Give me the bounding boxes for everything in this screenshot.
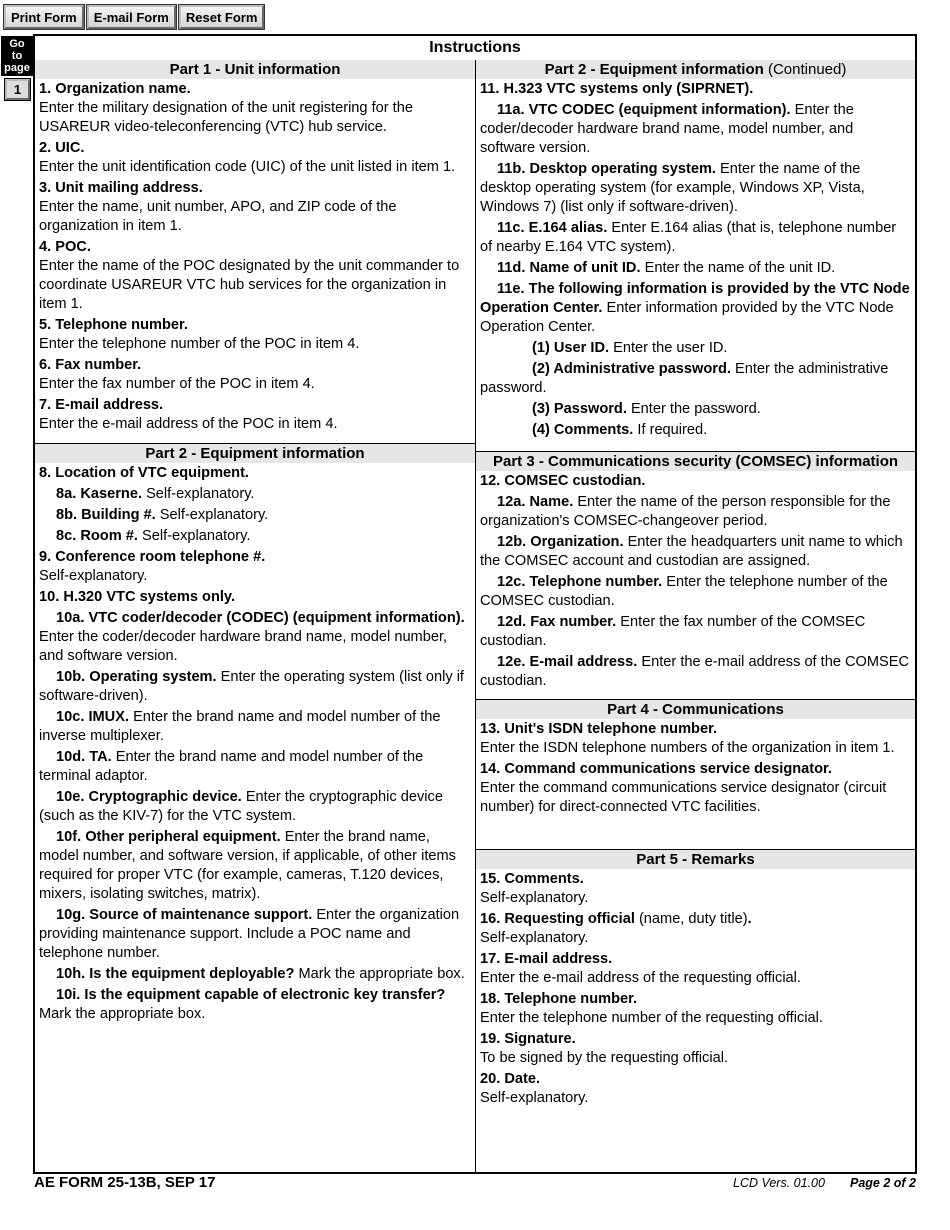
part2cont-item: [480, 421, 912, 440]
part5-item-title: 17. E-mail address.: [480, 951, 613, 967]
part2-item: [39, 588, 472, 607]
part2-body: [35, 463, 475, 1024]
part1-item-title: 1. Organization name.: [39, 81, 191, 97]
part2cont-item-text: Enter the name of the desktop operating system (for example, Windows XP, Vista, Windows 7) (list only if software-driven).: [480, 161, 865, 215]
part4-item: [480, 720, 912, 758]
part4-item-text: Enter the ISDN telephone numbers of the organization in item 1.: [480, 740, 895, 756]
version-label: LCD Vers. 01.00: [733, 1176, 825, 1190]
part5-item: [480, 910, 912, 948]
part2-item: [39, 986, 472, 1024]
left-column: [35, 60, 476, 1172]
part2cont-item-text: Enter the user ID.: [613, 340, 728, 356]
part3-item-text: Enter the e-mail address of the COMSEC custodian.: [480, 654, 910, 689]
right-column: [476, 60, 915, 1172]
part5-body: [476, 869, 915, 1108]
part4-item-title: 13. Unit's ISDN telephone number.: [480, 721, 718, 737]
part2-item-title: 8a. Kaserne.: [56, 486, 142, 502]
part2cont-item-title: (1) User ID.: [532, 340, 610, 356]
part3-item: [480, 533, 912, 571]
part5-item-title: 15. Comments.: [480, 871, 584, 887]
part3-section: [476, 452, 915, 700]
part3-item-title: 12d. Fax number.: [497, 614, 617, 630]
goto-line-1: Go: [9, 38, 25, 50]
part3-body: [476, 471, 915, 691]
part4-item-title: 14. Command communications service designator.: [480, 761, 832, 777]
part4-item-text: Enter the command communications service designator (circuit number) for direct-connected VTC facilities.: [480, 780, 887, 815]
part2-item-title: 10i. Is the equipment capable of electronic key transfer?: [56, 987, 446, 1003]
part2-item-title: 10f. Other peripheral equipment.: [56, 829, 281, 845]
part5-item-text: Self-explanatory.: [480, 930, 589, 946]
part5-item-text: Enter the e-mail address of the requesting official.: [480, 970, 801, 986]
part2cont-item-text: Enter E.164 alias (that is, telephone number of nearby E.164 VTC system).: [480, 220, 897, 255]
part1-item-title: 5. Telephone number.: [39, 317, 188, 333]
part1-item: [39, 179, 472, 236]
part1-item-text: Enter the unit identification code (UIC) of the unit listed in item 1.: [39, 159, 456, 175]
part2cont-item-text: Enter the password.: [630, 401, 761, 417]
part2-item-title: 9. Conference room telephone #.: [39, 549, 266, 565]
part3-item-title: 12c. Telephone number.: [497, 574, 663, 590]
part2-continued-header: [476, 60, 915, 79]
part5-item-text: Self-explanatory.: [480, 1090, 589, 1106]
part2-item-text: Enter the organization providing maintenance support. Include a POC name and telephone number.: [39, 907, 460, 961]
part2cont-item: [480, 160, 912, 217]
part2-item: [39, 464, 472, 483]
part2-section: [35, 444, 475, 1024]
part1-item-title: 7. E-mail address.: [39, 397, 164, 413]
part2-item-title: 10d. TA.: [56, 749, 112, 765]
part2cont-item-title: 11d. Name of unit ID.: [497, 260, 641, 276]
part1-item-text: Enter the name, unit number, APO, and ZIP code of the organization in item 1.: [39, 199, 397, 234]
part3-header: Part 3 - Communications security (COMSEC) information: [476, 452, 915, 471]
part5-item-text: Enter the telephone number of the requesting official.: [480, 1010, 823, 1026]
instructions-frame: [33, 34, 917, 1174]
part5-item-title-suffix: (name, duty title): [634, 911, 748, 927]
part3-item-text: Enter the name of the person responsible for the organization's COMSEC-changeover period.: [480, 494, 891, 529]
part1-item-text: Enter the telephone number of the POC in item 4.: [39, 336, 360, 352]
part5-item-title: 19. Signature.: [480, 1031, 576, 1047]
goto-page-1-button[interactable]: 1: [5, 79, 30, 100]
part3-item-title: 12b. Organization.: [497, 534, 624, 550]
part2cont-item-text: Enter the coder/decoder hardware brand name, model number, and software version.: [480, 102, 854, 156]
part2cont-item-title: (2) Administrative password.: [532, 361, 731, 377]
part2-item-text: Enter the cryptographic device (such as the KIV-7) for the VTC system.: [39, 789, 443, 824]
part2-item-text: Enter the brand name, model number, and software version, if applicable, of other items required for proper VTC (for example, cameras, T.120 devices, mixers, isolating switches, matrix).: [39, 829, 456, 902]
part1-item-title: 4. POC.: [39, 239, 91, 255]
part2-item: [39, 906, 472, 963]
part2cont-item: [480, 80, 912, 99]
part5-item: [480, 950, 912, 988]
part2cont-item-title: (4) Comments.: [532, 422, 634, 438]
part2-continued-body: [476, 79, 915, 440]
part5-item-text: Self-explanatory.: [480, 890, 589, 906]
part2-item: [39, 788, 472, 826]
part1-header: Part 1 - Unit information: [35, 60, 475, 79]
part3-item: [480, 613, 912, 651]
part3-item-title: 12. COMSEC custodian.: [480, 473, 646, 489]
part3-item-text: Enter the telephone number of the COMSEC custodian.: [480, 574, 888, 609]
part2-item-title: 8. Location of VTC equipment.: [39, 465, 249, 481]
part2-item: [39, 965, 472, 984]
part3-item: [480, 472, 912, 491]
page-number: Page 2 of 2: [850, 1176, 916, 1190]
part3-item: [480, 653, 912, 691]
part2-item-text: Enter the brand name and model number of the inverse multiplexer.: [39, 709, 441, 744]
part2-item-title: 8b. Building #.: [56, 507, 156, 523]
goto-line-2: to: [11, 50, 23, 62]
part5-header: Part 5 - Remarks: [476, 850, 915, 869]
part5-item: [480, 870, 912, 908]
part4-header: Part 4 - Communications: [476, 700, 915, 719]
form-id: AE FORM 25-13B, SEP 17: [34, 1174, 216, 1191]
part1-item-title: 6. Fax number.: [39, 357, 142, 373]
part3-item-title: 12a. Name.: [497, 494, 574, 510]
part1-item: [39, 316, 472, 354]
part4-body: [476, 719, 915, 817]
part2-item-title: 10c. IMUX.: [56, 709, 129, 725]
part1-item: [39, 80, 472, 137]
part2-item: [39, 708, 472, 746]
part1-item: [39, 356, 472, 394]
part3-item: [480, 573, 912, 611]
part2cont-item-text: Enter the administrative password.: [480, 361, 889, 396]
part2cont-item-title: 11b. Desktop operating system.: [497, 161, 716, 177]
part2-continued-section: [476, 60, 915, 452]
part2-item-text: Enter the brand name and model number of the terminal adaptor.: [39, 749, 424, 784]
part2-item-title: 10b. Operating system.: [56, 669, 217, 685]
part1-item-title: 3. Unit mailing address.: [39, 180, 203, 196]
part2-item: [39, 609, 472, 666]
part1-item: [39, 396, 472, 434]
part2-item-text: Enter the operating system (list only if software-driven).: [39, 669, 464, 704]
part2-item-title: 10e. Cryptographic device.: [56, 789, 242, 805]
part2-item-text: Self-explanatory.: [39, 568, 148, 584]
part1-item-text: Enter the fax number of the POC in item 4.: [39, 376, 315, 392]
continued-label: (Continued): [763, 61, 847, 78]
part2cont-item-title: 11e. The following information is provided by the VTC Node Operation Center.: [480, 281, 910, 316]
part5-item-title: 20. Date.: [480, 1071, 541, 1087]
print-form-button[interactable]: Print Form: [4, 5, 84, 29]
part5-item-title: 16. Requesting official: [480, 911, 635, 927]
goto-line-3: page: [4, 62, 30, 74]
part2cont-item-title: 11c. E.164 alias.: [497, 220, 608, 236]
form-toolbar: [4, 5, 264, 29]
part2-item: [39, 527, 472, 546]
part2-item: [39, 506, 472, 525]
part2-item-text: Self-explanatory.: [141, 528, 251, 544]
part1-section: [35, 60, 475, 444]
part2-item-text: Self-explanatory.: [159, 507, 269, 523]
part2-header: Part 2 - Equipment information: [35, 444, 475, 463]
part2-item: [39, 668, 472, 706]
reset-form-button[interactable]: Reset Form: [179, 5, 265, 29]
part5-item-title: 18. Telephone number.: [480, 991, 638, 1007]
part1-body: [35, 79, 475, 434]
part2cont-item-title: 11. H.323 VTC systems only (SIPRNET).: [480, 81, 754, 97]
part1-item-text: Enter the name of the POC designated by the unit commander to coordinate USAREUR VTC hub services for the organization in item 1.: [39, 258, 460, 312]
part2-item-text: Self-explanatory.: [146, 486, 255, 502]
part2cont-item: [480, 101, 912, 158]
part2cont-item: [480, 400, 912, 419]
part2cont-item: [480, 219, 912, 257]
part1-item: [39, 139, 472, 177]
part1-item: [39, 238, 472, 314]
part2-item-title: 10g. Source of maintenance support.: [56, 907, 313, 923]
part2-item: [39, 828, 472, 904]
part2-item: [39, 748, 472, 786]
part2cont-item: [480, 259, 912, 278]
part2-item: [39, 485, 472, 504]
part4-section: [476, 700, 915, 850]
part5-item: [480, 1070, 912, 1108]
part2cont-item-title: 11a. VTC CODEC (equipment information).: [497, 102, 791, 118]
part2-item-text: Mark the appropriate box.: [39, 1006, 206, 1022]
part3-item-text: Enter the headquarters unit name to which the COMSEC account and custodian are assigned.: [480, 534, 903, 569]
part1-item-text: Enter the military designation of the unit registering for the USAREUR video-teleconferencing (VTC) hub service.: [39, 100, 413, 135]
email-form-button[interactable]: E-mail Form: [87, 5, 176, 29]
part2cont-item-text: If required.: [637, 422, 708, 438]
part5-item-text: To be signed by the requesting official.: [480, 1050, 728, 1066]
part2cont-item: [480, 360, 912, 398]
part1-item-title: 2. UIC.: [39, 140, 85, 156]
part2-item-text: Enter the coder/decoder hardware brand name, model number, and software version.: [39, 629, 448, 664]
part3-item-title: 12e. E-mail address.: [497, 654, 638, 670]
part1-item-text: Enter the e-mail address of the POC in item 4.: [39, 416, 338, 432]
part2-item: [39, 548, 472, 586]
part4-item: [480, 760, 912, 817]
part2-continued-title: Part 2 - Equipment information: [544, 61, 764, 78]
part5-item-title-end: .: [747, 911, 752, 927]
part2-item-text: Mark the appropriate box.: [298, 966, 465, 982]
part5-item: [480, 1030, 912, 1068]
part2-item-title: 10h. Is the equipment deployable?: [56, 966, 295, 982]
goto-page-label: [1, 36, 33, 76]
part3-item: [480, 493, 912, 531]
part2cont-item: [480, 280, 912, 337]
part5-item: [480, 990, 912, 1028]
part2cont-item: [480, 339, 912, 358]
part2cont-item-text: Enter information provided by the VTC Node Operation Center.: [480, 300, 894, 335]
part2-item-title: 10. H.320 VTC systems only.: [39, 589, 236, 605]
part2cont-item-text: Enter the name of the unit ID.: [644, 260, 836, 276]
part2cont-item-title: (3) Password.: [532, 401, 627, 417]
part2-item-title: 10a. VTC coder/decoder (CODEC) (equipment information).: [56, 610, 465, 626]
part5-section: [476, 850, 915, 1108]
part2-item-title: 8c. Room #.: [56, 528, 138, 544]
part3-item-text: Enter the fax number of the COMSEC custodian.: [480, 614, 866, 649]
page-title: Instructions: [429, 39, 521, 56]
